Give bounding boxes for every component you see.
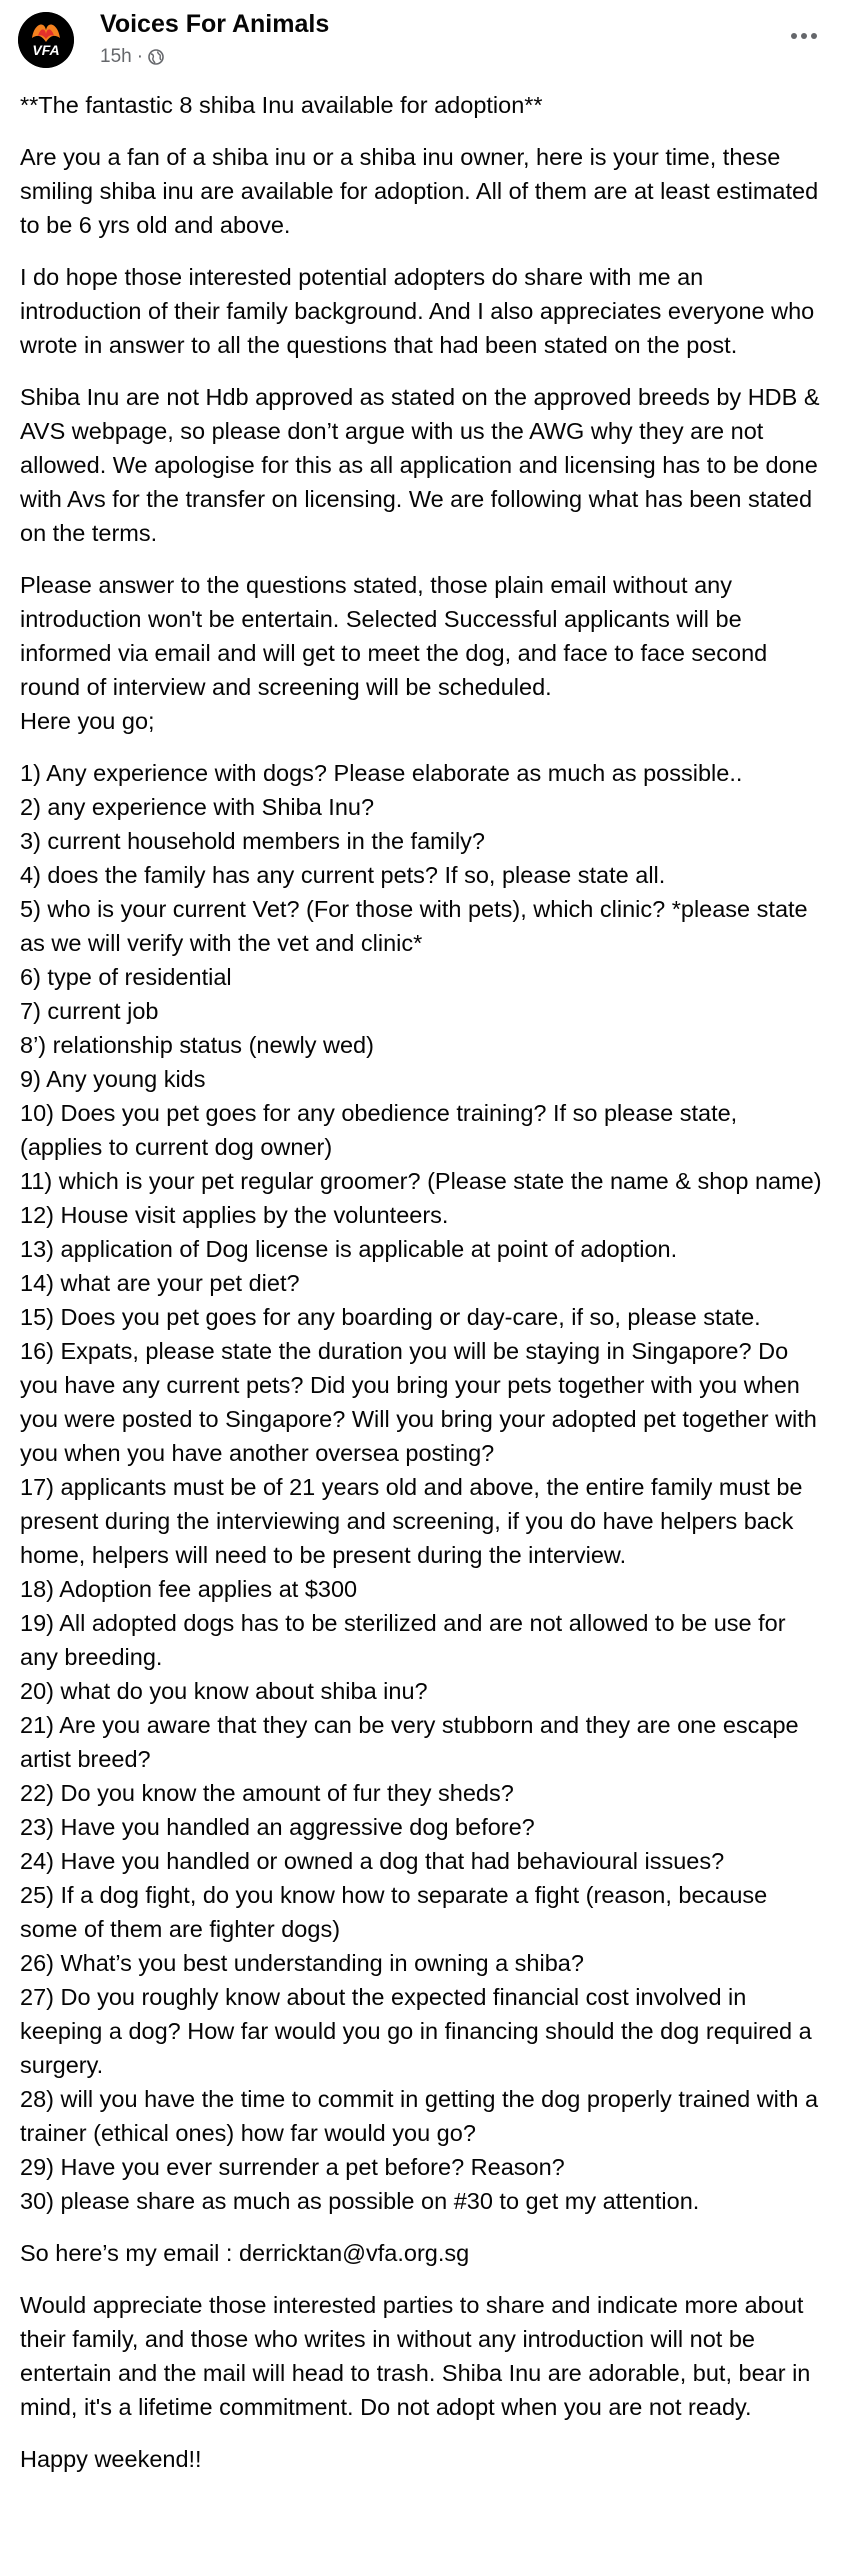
post-paragraph-closing: Would appreciate those interested parties to share and indicate more about their family, and those who writes in without any introduction will not be entertain and the mail will head to trash. Shiba Inu are adorable, but, bear in mind, it's a lifetime commitment. Do not adopt when you are not ready. xyxy=(20,2292,817,2420)
question-item: 30) please share as much as possible on #30 to get my attention. xyxy=(20,2188,700,2214)
question-item: 3) current household members in the family? xyxy=(20,828,485,854)
question-item: 22) Do you know the amount of fur they sheds? xyxy=(20,1780,514,1806)
email-line[interactable]: So here’s my email : derricktan@vfa.org.sg xyxy=(20,2240,470,2266)
question-item: 24) Have you handled or owned a dog that had behavioural issues? xyxy=(20,1848,725,1874)
here-you-go-line: Here you go; xyxy=(20,708,155,734)
vfa-logo-icon xyxy=(18,12,74,68)
question-item: 12) House visit applies by the volunteers. xyxy=(20,1202,449,1228)
post-meta xyxy=(100,46,164,68)
question-item: 17) applicants must be of 21 years old and above, the entire family must be present during the interviewing and screening, if you do have helpers back home, helpers will need to be present during the interview. xyxy=(20,1474,809,1568)
post-paragraph-background: I do hope those interested potential adopters do share with me an introduction of their family background. And I also appreciates everyone who wrote in answer to all the questions that had been stated on the post. xyxy=(20,264,821,358)
post-paragraph-intro: Are you a fan of a shiba inu or a shiba inu owner, here is your time, these smiling shiba inu are available for adoption. All of them are at least estimated to be 6 yrs old and above. xyxy=(20,144,825,238)
avatar-text: VFA xyxy=(32,42,60,58)
question-item: 10) Does you pet goes for any obedience training? If so please state, (applies to current dog owner) xyxy=(20,1100,744,1160)
question-item: 20) what do you know about shiba inu? xyxy=(20,1678,428,1704)
question-item: 6) type of residential xyxy=(20,964,232,990)
post-signoff: Happy weekend!! xyxy=(20,2446,202,2472)
post-paragraph-instructions: Please answer to the questions stated, those plain email without any introduction won't be entertain. Selected Successful applicants will be informed via email and will get to meet the dog, and face to face second round of interview and screening will be scheduled. xyxy=(20,572,774,700)
question-item: 2) any experience with Shiba Inu? xyxy=(20,794,375,820)
question-item: 19) All adopted dogs has to be sterilized and are not allowed to be use for any breeding. xyxy=(20,1610,793,1670)
question-item: 25) If a dog fight, do you know how to separate a fight (reason, because some of them are fighter dogs) xyxy=(20,1882,774,1942)
question-item: 1) Any experience with dogs? Please elaborate as much as possible.. xyxy=(20,760,743,786)
question-item: 26) What’s you best understanding in owning a shiba? xyxy=(20,1950,584,1976)
question-item: 21) Are you aware that they can be very stubborn and they are one escape artist breed? xyxy=(20,1712,806,1772)
post-header xyxy=(0,0,841,80)
post-title: **The fantastic 8 shiba Inu available for adoption** xyxy=(20,92,543,118)
question-item: 28) will you have the time to commit in getting the dog properly trained with a trainer (ethical ones) how far would you go? xyxy=(20,2086,825,2146)
meta-separator: · xyxy=(136,46,144,67)
question-item: 18) Adoption fee applies at $300 xyxy=(20,1576,358,1602)
post-paragraph-hdb: Shiba Inu are not Hdb approved as stated on the approved breeds by HDB & AVS webpage, so please don’t argue with us the AWG why they are not allowed. We apologise for this as all application and licensing has to be done with Avs for the transfer on licensing. We are following what has been stated on the terms. xyxy=(20,384,825,546)
question-item: 15) Does you pet goes for any boarding or day-care, if so, please state. xyxy=(20,1304,761,1330)
question-item: 23) Have you handled an aggressive dog before? xyxy=(20,1814,535,1840)
questions-list xyxy=(20,756,826,2218)
question-item: 9) Any young kids xyxy=(20,1066,206,1092)
question-item: 7) current job xyxy=(20,998,159,1024)
question-item: 11) which is your pet regular groomer? (Please state the name & shop name) xyxy=(20,1168,822,1194)
question-item: 5) who is your current Vet? (For those with pets), which clinic? *please state as we will verify with the vet and clinic* xyxy=(20,896,815,956)
question-item: 27) Do you roughly know about the expected financial cost involved in keeping a dog? How far would you go in financing should the dog required a surgery. xyxy=(20,1984,819,2078)
question-item: 13) application of Dog license is applicable at point of adoption. xyxy=(20,1236,678,1262)
more-horizontal-icon xyxy=(790,32,818,40)
question-item: 29) Have you ever surrender a pet before? Reason? xyxy=(20,2154,565,2180)
globe-icon xyxy=(148,49,164,65)
page-avatar[interactable] xyxy=(18,12,74,68)
question-item: 16) Expats, please state the duration you will be staying in Singapore? Do you have any current pets? Did you bring your pets together with you when you were posted to Singapore? Will you bring your adopted pet together with you when you have another oversea posting? xyxy=(20,1338,824,1466)
question-item: 8’) relationship status (newly wed) xyxy=(20,1032,374,1058)
question-item: 4) does the family has any current pets? If so, please state all. xyxy=(20,862,666,888)
question-item: 14) what are your pet diet? xyxy=(20,1270,300,1296)
more-options-button[interactable] xyxy=(781,16,827,56)
post-timestamp[interactable]: 15h xyxy=(100,46,132,67)
post-body xyxy=(20,88,826,2476)
page-name[interactable]: Voices For Animals xyxy=(100,10,330,38)
